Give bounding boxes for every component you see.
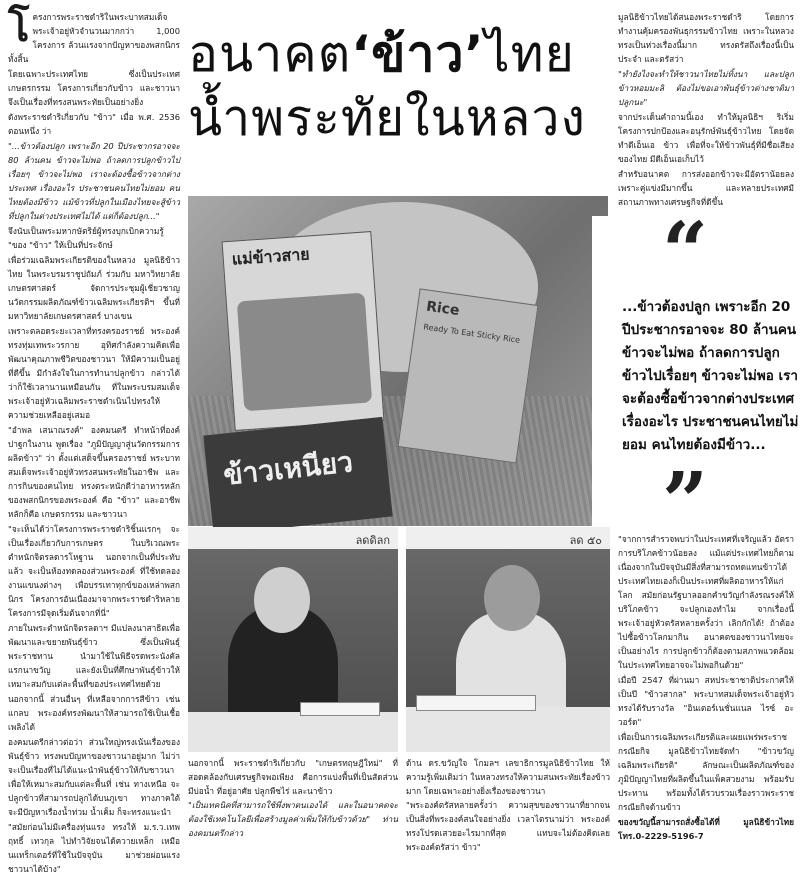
table: [188, 712, 398, 752]
left-paragraph: เพราะตลอดระยะเวลาที่ทรงครองราชย์ พระองค์ทรงทุ่มเทพระวรกาย อุทิศกำลังความคิดเพื่อพัฒนาคุณภาพชีวิตของชาวนา ให้มีความเป็นอยู่ที่ดีขึ้น มีกำลังใจในการทำนาปลูกข้าว กล่าวได้ว่าก็ใช้เวลานานเหมือนกัน ที่ในพระบรมสมเด็จพระเจ้าอยู่หัวเฉลิมพระราชดำเนินไปทรงให้ความช่วยเหลืออยู่เสมอ: [8, 326, 180, 420]
table: [406, 707, 610, 752]
right-paragraph: มูลนิธิข้าวไทยได้สนองพระราชดำริ โดยการทำงานคุ้มครองพันธุกรรมข้าวไทย เพราะในหลวงทรงเป็นห่วงเรื่องนี้มาก ทรงตรัสถึงเรื่องนี้เป็นประจำ และตรัสว่า: [618, 12, 794, 64]
headline: [188, 22, 608, 150]
left-paragraph: "จะเห็นได้ว่าโครงการพระราชดำริชิ้นแรกๆ จะเป็นเรื่องเกี่ยวกับการเกษตร ในบริเวณพระตำหนักจิตรลดารโหฐาน นอกจากเป็นที่ประทับแล้ว จะเป็นห้องทดลองส่วนพระองค์ ที่ใช้ทดลองงานแขนงต่างๆ เพื่อบรรเทาทุกข์ของเหล่าพสกนิกร โครงการอันเนื่องมาจากพระราชดำริหลายโครงการมีจุดเริ่มต้นจากที่นี่": [8, 524, 180, 618]
caption-paragraph: "พระองค์ตรัสหลายครั้งว่า ความสุขของชาวนาที่ยากจนเป็นสิ่งที่พระองค์สนใจอย่างยิ่ง เวลาไตรนาม่ว่า พระองค์ทรงโปรดเสวยอะไรมากที่สุด แทบจะไม่ต้องคิดเลยพระองค์ตรัสว่า ข้าว": [406, 800, 610, 852]
left-paragraph: ครงการพระราชดำริในพระบาทสมเด็จพระเจ้าอยู่หัวจำนวนมากกว่า 1,000 โครงการ ล้วนแรงจากปัญหาของพสกนิกรทั้งสิ้น: [8, 12, 180, 64]
right-lower-paragraph: "จากการสำรวจพบว่าในประเทศที่เจริญแล้ว อัตราการบริโภคข้าวน้อยลง แม้แต่ประเทศไทยก็ตาม เนื่องจากในปัจจุบันมีสิ่งที่สามารถทดแทนข้าวได้ ประเทศไทยเองก็เป็นประเทศที่ผลิตอาหารให้แก่โลก สมัยก่อนรัฐบาลออกคำขวัญกำลังรณรงค์ให้บริโภคข้าว จะปลูกเองทำไม จากเรื่องนี้พระเจ้าอยู่หัวตรัสหลายครั้งว่า เลิกกักได้! ถ้าต้องไปซื้อข้าวโลกมากิน อนาคตของชาวนาไทยจะเป็นอย่างไร การปลูกข้าวก็ต้องตามสภาพแวดล้อม ในประเทศไทยอาจจะไม่พอกินด้วย": [618, 534, 794, 670]
pull-quote: [592, 204, 799, 548]
close-quote-mark: ”: [662, 454, 709, 548]
left-paragraph: โดยเฉพาะประเทศไทย ซึ่งเป็นประเทศเกษตรกรรม โครงการเกี่ยวกับข้าว และชาวนา จึงเป็นเรื่องที่ทรงสนพระทัยเป็นอย่างยิ่ง: [8, 69, 180, 107]
caption-paragraph: ด้าน ดร.ขวัญใจ โกมลฯ เลขาธิการมูลนิธิข้าวไทย ให้ความรู้เพิ่มเติมว่า ในหลวงทรงให้ความสนพระทัยเรื่องข้าวมาก โดยเฉพาะอย่างยิ่งเรื่องของชาวนา: [406, 758, 610, 796]
photo-banner: ลดดิลก: [188, 527, 398, 549]
rice-package-3: [203, 417, 392, 535]
right-lower-column: [618, 532, 794, 865]
headline-part: ไทย: [484, 25, 575, 83]
left-paragraph: "สมัยก่อนไม่มีเครื่องทุ่นแรง ทรงให้ ม.ร.ว.เทพฤทธิ์ เทวกุล ไปทำวิจัยจนได้ควายเหล็ก เหมือนแทร็กเตอร์ที่ใช้ในปัจจุบัน มาช่วยผ่อนแรงชาวนาได้บ้าง": [8, 822, 180, 874]
nameplate: [416, 695, 536, 711]
package-label: Rice: [425, 298, 461, 320]
speaker-photo-right: [406, 527, 610, 752]
package-window: [237, 293, 372, 412]
headline-part: อนาคต: [188, 25, 352, 83]
speaker-photo-left: [188, 527, 398, 752]
headline-quoted-word: ‘ข้าว’: [351, 25, 485, 83]
drop-cap: โ: [8, 4, 30, 51]
nameplate: [300, 702, 380, 716]
caption-right: [406, 756, 610, 864]
rice-package-1: [222, 231, 385, 431]
left-paragraph: ภายในพระตำหนักจิตรลดาฯ มีแปลงนาสาธิตเพื่อพัฒนาและขยายพันธุ์ข้าว ซึ่งเป็นพันธุ์พระราชทาน นำมาใช้ในพิธีจรดพระนังคัลแรกนาขวัญ และยังเป็นที่ศึกษาพันธุ์ข้าวให้เหมาะสมกับแต่ละพื้นที่ของประเทศไทยด้วย: [8, 623, 180, 689]
open-quote-mark: “: [662, 204, 709, 298]
photo-banner: ลด ๕๐: [406, 527, 610, 549]
left-paragraph: "อำพล เสนาณรงค์" องคมนตรี ทำหน้าที่องค์ปาฐกในงาน พูดเรื่อง "ภูมิปัญญาสู่นวัตกรรมการผลิตข้าว" ว่า ตั้งแต่เสด็จขึ้นครองราชย์ พระบาทสมเด็จพระเจ้าอยู่หัวทรงสนพระทัยในอาชีพ และการกินของคนไทย ทรงตระหนักดีว่าอาหารหลักของพสกนิกรของพระองค์ คือ "ข้าว" และอาชีพหลักก็คือ เกษตรกรรม และชาวนา: [8, 425, 180, 519]
right-paragraph: สำหรับอนาคต การส่งออกข้าวจะมีอัตราน้อยลง เพราะคู่แข่งมีมากขึ้น และหลายประเทศมีสถานภาพทางเศรษฐกิจที่ดีขึ้น: [618, 169, 794, 207]
left-paragraph: ดังพระราชดำริเกี่ยวกับ "ข้าว" เมื่อ พ.ศ. 2536 ตอนหนึ่ง ว่า: [8, 112, 180, 136]
left-paragraph: เพื่อร่วมเฉลิมพระเกียรติของในหลวง มูลนิธิข้าวไทย ในพระบรมราชูปถัมภ์ ร่วมกับ มหาวิทยาลัยเกษตรศาสตร์ จัดการประชุมผู้เชี่ยวชาญนวัตกรรมผลิตภัณฑ์ข้าวเฉลิมพระเกียรติฯ ขึ้นที่ มหาวิทยาลัยเกษตรศาสตร์ บางเขน: [8, 255, 180, 321]
caption-left: [188, 756, 398, 864]
contact-info: ของขวัญนี้สามารถสั่งซื้อได้ที่ มูลนิธิข้าวไทย โทร.0-2229-5196-7: [618, 817, 794, 841]
package-label: แม่ข้าวสาย: [231, 244, 311, 269]
caption-paragraph: "เป็นเทคนิคที่สามารถใช้พึ่งพาตนเองได้ และในอนาคตจะต้องใช้เทคโนโลยีเพื่อสร้างมูลค่าเพิ่มให้กับข้าวด้วย" ท่านองคมนตรีกล่าว: [188, 800, 398, 838]
right-lower-paragraph: เพื่อเป็นการเฉลิมพระเกียรติและเผยแพร่พระราชกรณียกิจ มูลนิธิข้าวไทยจัดทำ "ข้าวขวัญเฉลิมพระเกียรติ" ลักษณะเป็นผลิตภัณฑ์ของภูมิปัญญาไทยที่ผลิตขึ้นในแพ็คสวยงาม พร้อมรับประทาน พร้อมทั้งได้รวบรวมเรื่องราวพระราชกรณียกิจด้านข้าว: [618, 732, 794, 812]
pull-quote-text: ...ข้าวต้องปลูก เพราะอีก 20 ปีประชากรอาจจะ 80 ล้านคน ข้าวจะไม่พอ ถ้าลดการปลูกข้าวไปเรื่อยๆ ข้าวจะไม่พอ เราจะต้องซื้อข้าวจากต่างประเทศ เรื่องอะไร ประชาชนคนไทยไม่ยอม คนไทยต้องมีข้าว...: [622, 299, 799, 453]
headline-line-2: น้ำพระทัยในหลวง: [188, 89, 586, 147]
left-column: [8, 4, 180, 874]
right-column: [618, 10, 794, 210]
speaker-face: [254, 567, 310, 633]
rice-products-photo: [188, 196, 608, 526]
speaker-face: [484, 565, 540, 631]
left-paragraph: "...ข้าวต้องปลูก เพราะอีก 20 ปีประชากรอาจจะ 80 ล้านคน ข้าวจะไม่พอ ถ้าลดการปลูกข้าวไปเรื่อยๆ ข้าวจะไม่พอ เราจะต้องซื้อข้าวจากต่างประเทศ เรื่องอะไร ประชาชนคนไทยไม่ยอม คนไทยต้องมีข้าว แม้ข้าวที่ปลูกในเมืองไทยจะสู้ข้าวที่ปลูกในต่างประเทศไม่ได้ แต่ก็ต้องปลูก...": [8, 141, 180, 221]
right-paragraph: จากประเด็นคำถามนี้เอง ทำให้มูลนิธิฯ ริเริ่มโครงการปกป้องและอนุรักษ์พันธุ์ข้าวไทย โดยจัดทำดีเอ็นเอ ข้าว เพื่อที่จะให้ข้าวพันธุ์ที่มีชื่อเสียงของไทย มีดีเอ็นเอเก็บไว้: [618, 112, 794, 164]
right-lower-paragraph: เมื่อปี 2547 ที่ผ่านมา สหประชาชาติประกาศให้เป็นปี "ข้าวสากล" พระบาทสมเด็จพระเจ้าอยู่หัว ทรงได้รับรางวัล "อินเตอร์เนชั่นแนล ไรซ์ อะวอร์ด": [618, 675, 794, 727]
package-label: ข้าวเหนียว: [221, 445, 355, 492]
left-paragraph: นอกจากนี้ ส่วนอื่นๆ ที่เหลือจากการสีข้าว เช่น แกลบ พระองค์ทรงพัฒนาให้สามารถใช้เป็นเชื้อเพลิงได้: [8, 694, 180, 732]
package-subtitle: Ready To Eat Sticky Rice: [422, 322, 521, 345]
rice-package-2: [397, 288, 538, 463]
left-paragraph: จึงนับเป็นพระมหากษัตริย์ผู้ทรงบุกเบิกความรู้ "ของ "ข้าว" ให้เป็นที่ประจักษ์: [8, 226, 164, 250]
left-paragraph: องคมนตรีกล่าวต่อว่า ส่วนใหญ่ทรงเน้นเรื่องของพันธุ์ข้าว ทรงพบปัญหาของชาวนาอยู่มาก ไม่ว่าจะเป็นเรื่องที่ไม่ได้แนะนำพันธุ์ข้าวให้กับชาวนา เพื่อให้เหมาะสมกับแต่ละพื้นที่ เช่น ทางเหนือ จะปลูกข้าวที่สามารถปลูกได้บนภูเขา ทางภาคใต้ จะมีปัญหาเรื่องน้ำท่วม น้ำเค็ม ก็จะทรงแนะนำ: [8, 737, 180, 817]
caption-paragraph: นอกจากนี้ พระราชดำริเกี่ยวกับ "เกษตรทฤษฎีใหม่" ที่สอดคล้องกับเศรษฐกิจพอเพียง คือการแบ่งพื้นที่เป็นสัดส่วน มีบ่อน้ำ ที่อยู่อาศัย ปลูกพืชไร่ และนาข้าว: [188, 758, 398, 796]
right-paragraph: "ทำยังไงจะทำให้ชาวนาไทยไม่ทิ้งนา และปลูกข้าวหอมมะลิ ต้องไม่ขอเอาพันธุ์ข้าวต่างชาติมาปลูกนะ": [618, 69, 794, 107]
